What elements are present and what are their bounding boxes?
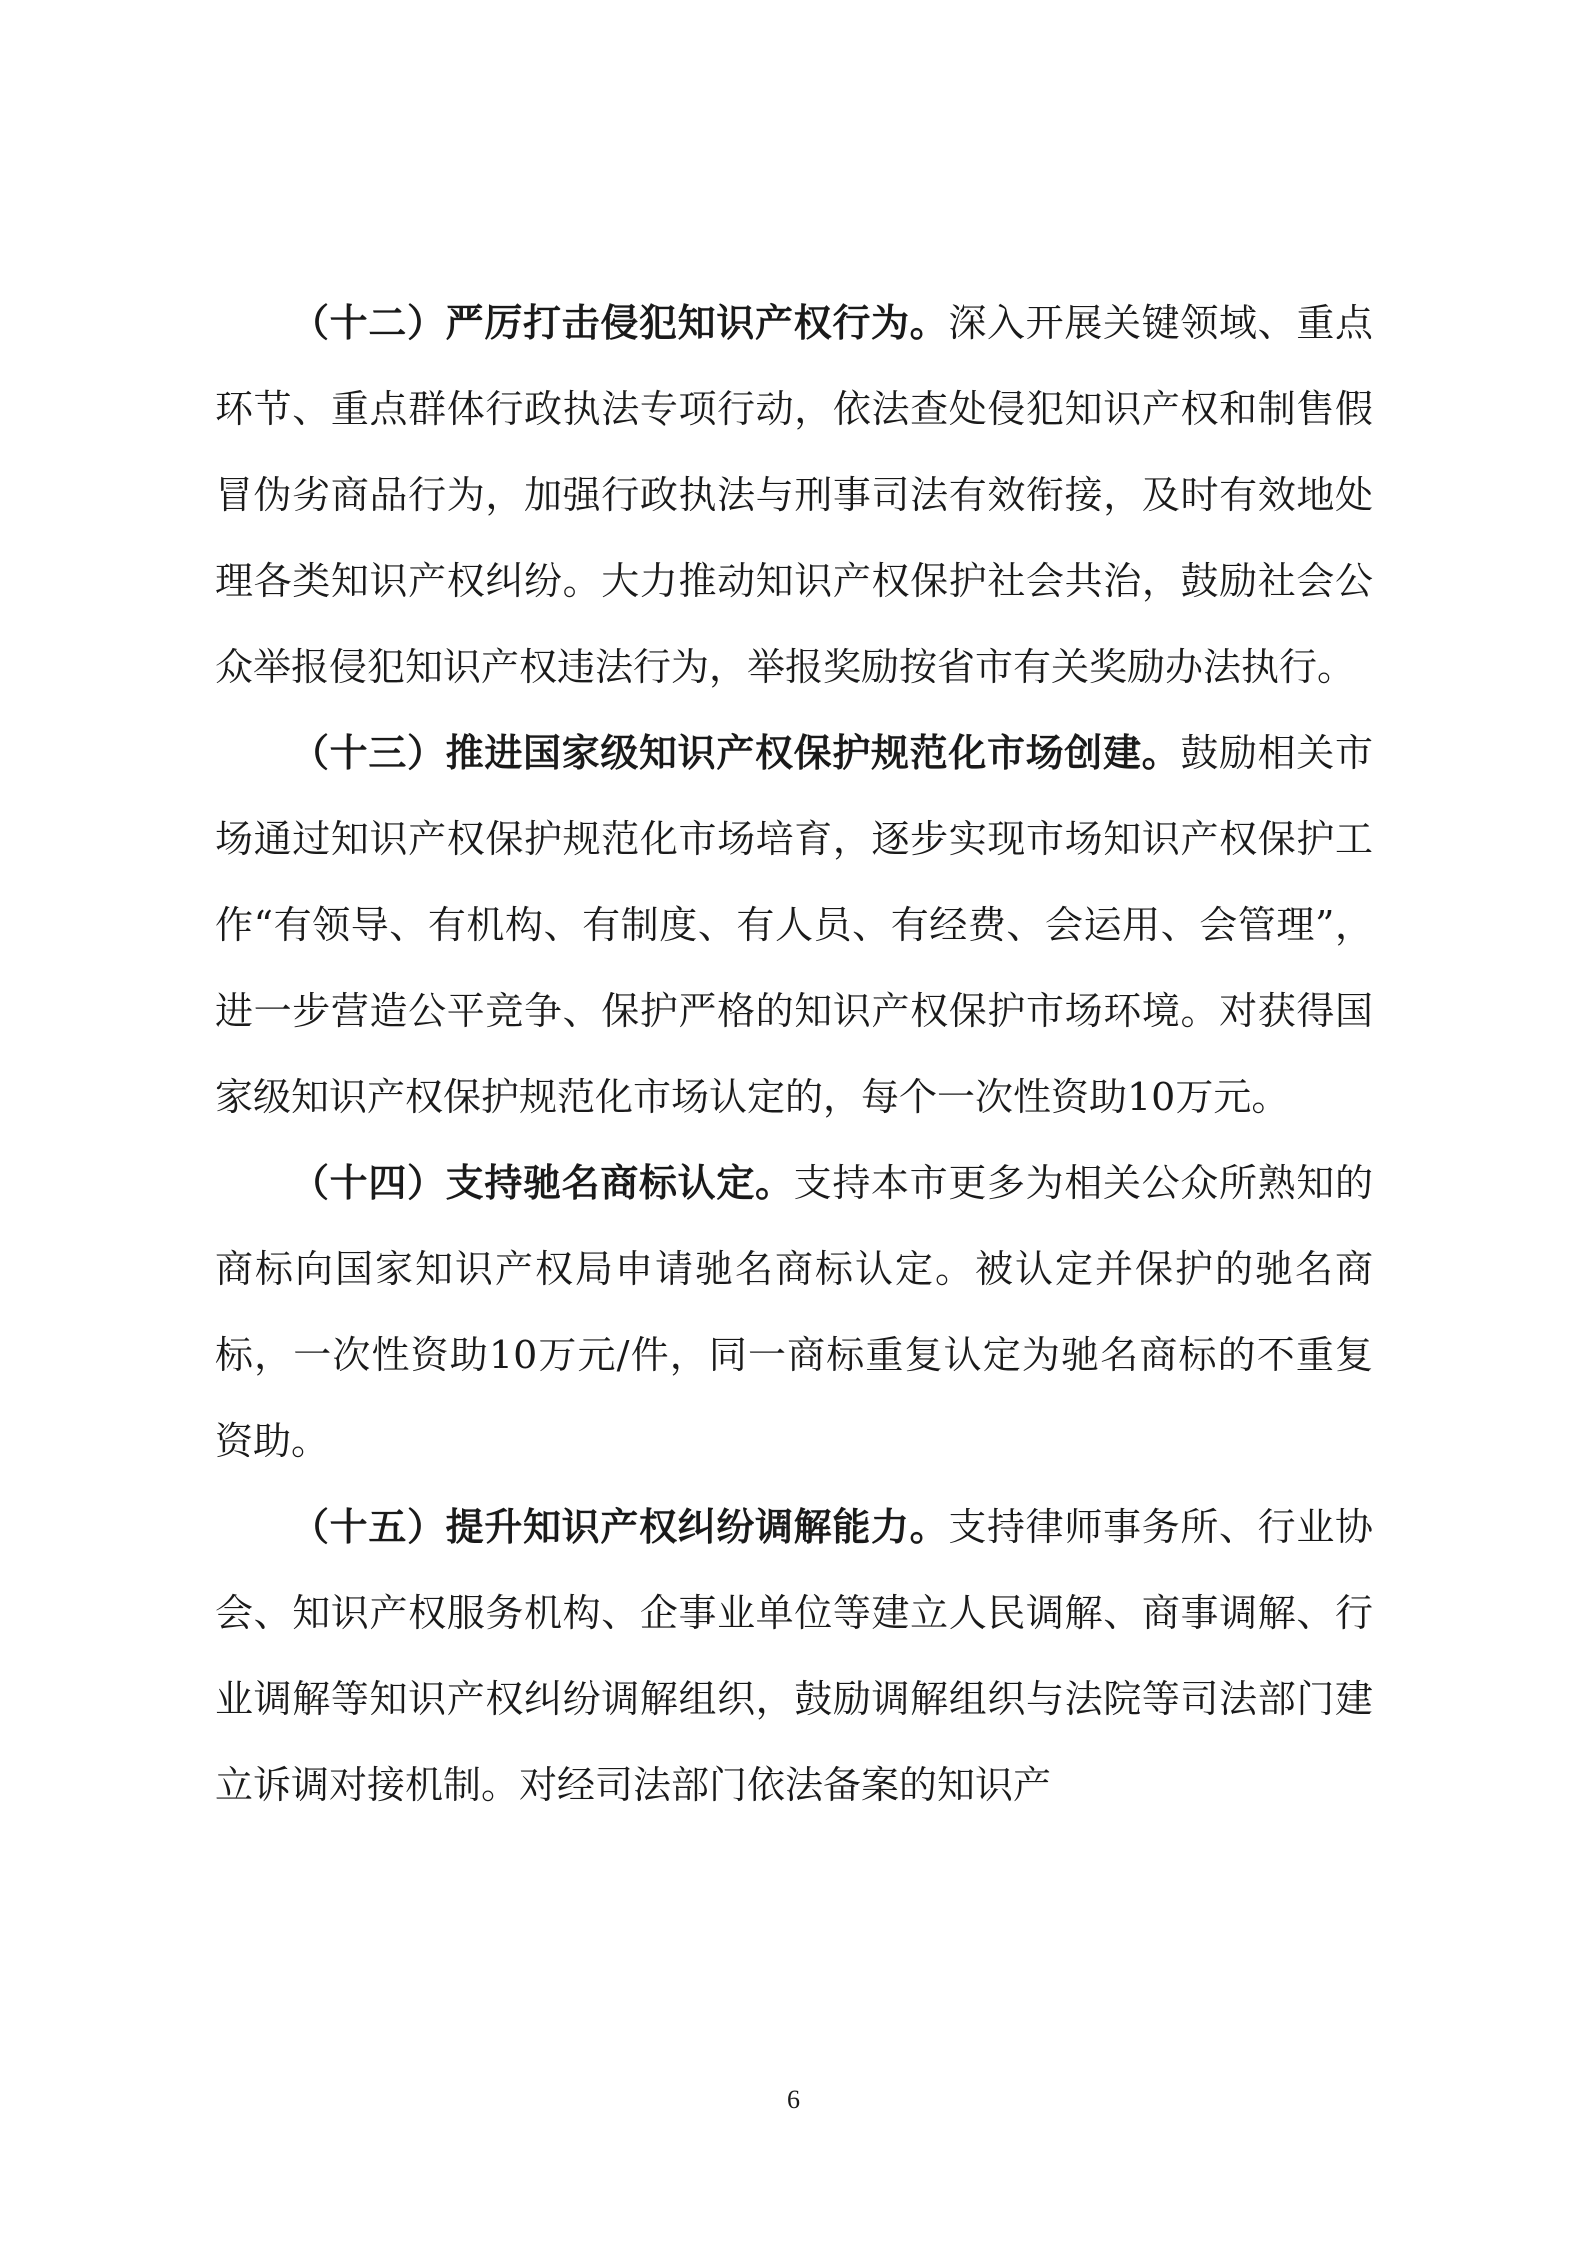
paragraph-14: [215, 1140, 1373, 1484]
paragraph-15: [215, 1484, 1373, 1828]
paragraph-heading: （十五）提升知识产权纠纷调解能力。: [291, 1505, 949, 1549]
paragraph-text: 支持本市更多为相关公众所熟知的商标向国家知识产权局申请驰名商标认定。被认定并保护的驰名商标，一次性资助10万元/件，同一商标重复认定为驰名商标的不重复资助。: [215, 1161, 1373, 1463]
paragraph-text: 鼓励相关市场通过知识产权保护规范化市场培育，逐步实现市场知识产权保护工作“有领导、有机构、有制度、有人员、有经费、会运用、会管理”，进一步营造公平竞争、保护严格的知识产权保护市场环境。对获得国家级知识产权保护规范化市场认定的，每个一次性资助10万元。: [215, 731, 1373, 1119]
page-number: 6: [787, 2085, 800, 2114]
paragraph-12: [215, 280, 1373, 710]
document-body: [215, 280, 1373, 1828]
paragraph-heading: （十四）支持驰名商标认定。: [291, 1161, 794, 1205]
paragraph-heading: （十三）推进国家级知识产权保护规范化市场创建。: [291, 731, 1181, 775]
paragraph-text: 支持律师事务所、行业协会、知识产权服务机构、企事业单位等建立人民调解、商事调解、行业调解等知识产权纠纷调解组织，鼓励调解组织与法院等司法部门建立诉调对接机制。对经司法部门依法备案的知识产: [215, 1505, 1373, 1807]
paragraph-heading: （十二）严厉打击侵犯知识产权行为。: [291, 301, 949, 345]
paragraph-13: [215, 710, 1373, 1140]
paragraph-text: 深入开展关键领域、重点环节、重点群体行政执法专项行动，依法查处侵犯知识产权和制售假冒伪劣商品行为，加强行政执法与刑事司法有效衔接，及时有效地处理各类知识产权纠纷。大力推动知识产权保护社会共治，鼓励社会公众举报侵犯知识产权违法行为，举报奖励按省市有关奖励办法执行。: [215, 301, 1373, 689]
